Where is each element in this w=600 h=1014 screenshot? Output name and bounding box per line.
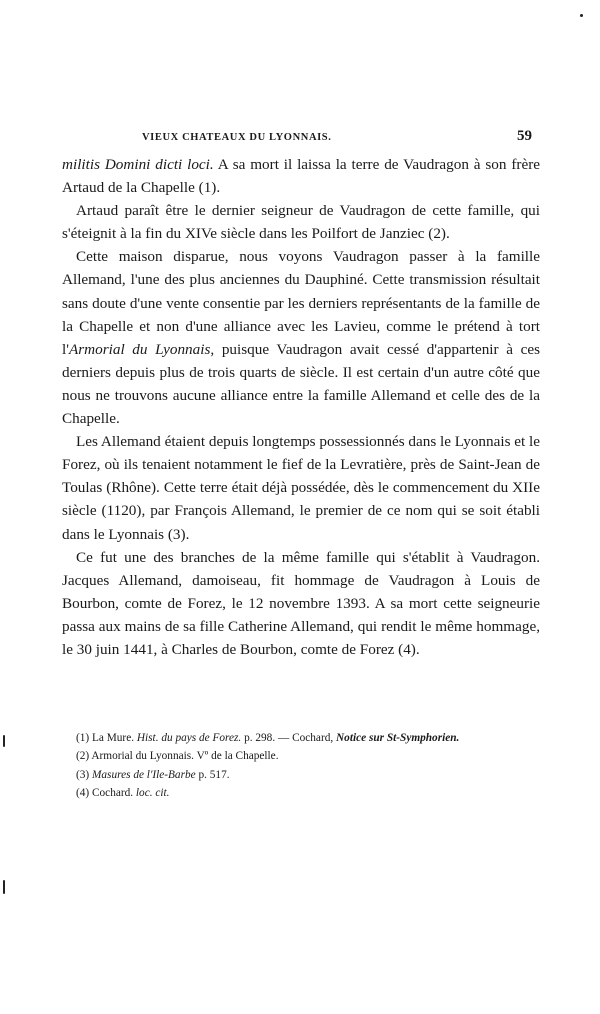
paragraph-1	[62, 153, 540, 199]
footnote-3	[62, 766, 540, 784]
footnote-1	[62, 729, 540, 747]
footnote-1-title-2: Notice sur St-Symphorien.	[336, 732, 460, 744]
footnote-2-text: Armorial du Lyonnais. Vº de la Chapelle.	[91, 750, 279, 763]
body-text	[62, 153, 540, 661]
footnote-2-marker: (2)	[76, 750, 92, 763]
paragraph-3-text-after: , puisque Vaudragon avait cessé d'appartenir à ces derniers depuis plus de trois quarts de siècle. Il est certain d'un autre côté que nous ne trouvons aucune alliance entre la famille Allemand et celle des de la Chapelle.	[62, 340, 540, 428]
armorial-title: Armorial du Lyonnais	[68, 340, 211, 358]
footnote-4-marker: (4)	[76, 787, 92, 800]
footnote-3-ref: p. 517.	[195, 768, 230, 781]
paragraph-4: Les Allemand étaient depuis longtemps possessionnés dans le Lyonnais et le Forez, où ils tenaient notamment le fief de la Levratière, près de Saint-Jean de Toulas (Rhône). Cette terre était déjà possédée, dès le commencement du XIIe siècle (1120), par François Allemand, le premier de ce nom qui se soit établi dans le Lyonnais (3).	[62, 433, 540, 543]
page-header	[62, 128, 540, 150]
paragraph-3	[62, 245, 540, 430]
footnote-1-marker: (1)	[76, 732, 92, 744]
footnote-1-title: Hist. du pays de Forez.	[136, 732, 242, 744]
footnote-4-author: Cochard.	[92, 787, 136, 800]
paragraph-1-text: A sa mort il laissa la terre de Vaudragon à son frère Artaud de la Chapelle (1).	[62, 156, 540, 197]
scan-speck	[3, 880, 5, 894]
footnote-2	[62, 747, 540, 765]
paragraph-5: Ce fut une des branches de la même famille qui s'établit à Vaudragon. Jacques Allemand, damoiseau, fit hommage de Vaudragon à Louis de Bourbon, comte de Forez, le 12 novembre 1393. A sa mort cette seigneurie passa aux mains de sa fille Catherine Allemand, qui rendit le même hommage, le 30 juin 1441, à Charles de Bourbon, comte de Forez (4).	[62, 548, 540, 658]
footnote-4	[62, 784, 540, 802]
scan-speck	[3, 735, 5, 747]
footnote-4-ref: loc. cit.	[135, 787, 170, 800]
footnote-1-author: La Mure.	[92, 732, 137, 744]
footnote-3-title: Masures de l'Ile-Barbe	[92, 768, 196, 781]
footnote-1-ref: p. 298. — Cochard,	[241, 732, 337, 744]
scan-speck	[580, 14, 583, 17]
running-title: VIEUX CHATEAUX DU LYONNAIS.	[142, 132, 332, 143]
page-number: 59	[517, 128, 532, 144]
latin-phrase: militis Domini dicti loci.	[62, 156, 214, 173]
paragraph-2: Artaud paraît être le dernier seigneur de Vaudragon de cette famille, qui s'éteignit à la fin du XIVe siècle dans les Poilfort de Janziec (2).	[62, 202, 540, 243]
footnote-3-marker: (3)	[76, 768, 92, 781]
paragraph-3-text-before: Cette maison disparue, nous voyons Vaudragon passer à la famille Allemand, l'une des plus anciennes du Dauphiné. Cette transmission résultait sans doute d'une vente consentie par les derniers représentants de la famille de la Chapelle et non d'une alliance avec les Lavieu, comme le prétend à tort l'	[62, 248, 540, 358]
footnotes	[62, 729, 540, 803]
